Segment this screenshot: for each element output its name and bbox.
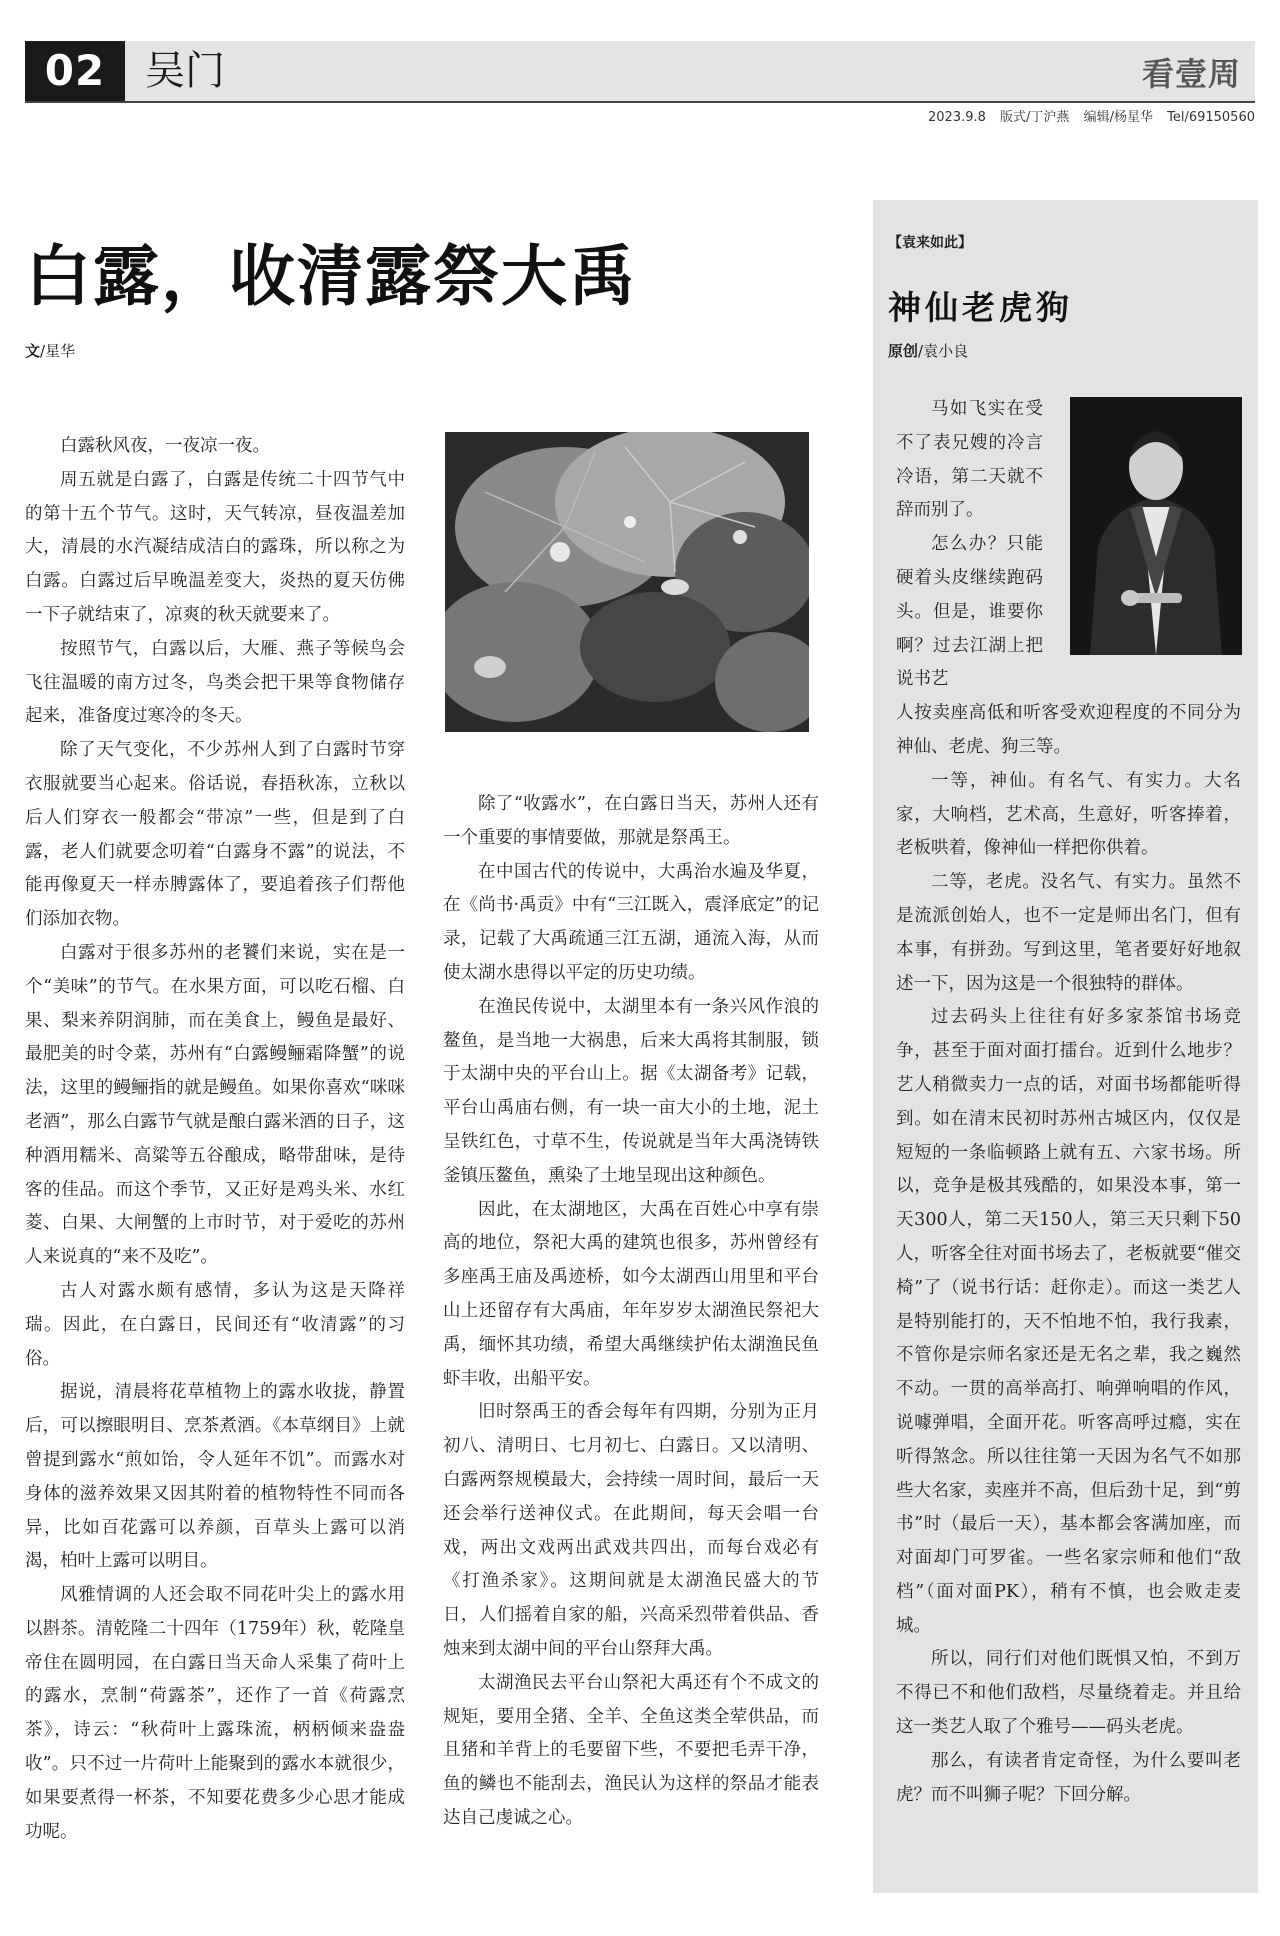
- editor-credit: 编辑/杨星华: [1083, 110, 1153, 125]
- article-paragraph: 太湖渔民去平台山祭祀大禹还有个不成文的规矩，要用全猪、全羊、全鱼这类全荤供品，而且猪和羊背上的毛要留下些，不要把毛弄干净，鱼的鳞也不能刮去，渔民认为这样的祭品才能表达自己虔诚之心。: [443, 1672, 819, 1828]
- page-number: 02: [25, 41, 125, 101]
- article-middle-column: [443, 788, 819, 1836]
- masthead: [25, 41, 1255, 101]
- article-paragraph: 除了天气变化，不少苏州人到了白露时节穿衣服就要当心起来。俗话说，春捂秋冻，立秋以后人们穿衣一般都会“带凉”一些，但是到了白露，老人们就要念叨着“白露身不露”的说法，不能再像夏天一样赤膊露体了，要追着孩子们帮他们添加衣物。: [25, 740, 405, 930]
- article-paragraph: 除了“收露水”，在白露日当天，苏州人还有一个重要的事情要做，那就是祭禹王。: [443, 794, 819, 848]
- author-label: 原创: [888, 342, 919, 360]
- article-paragraph: 周五就是白露了，白露是传统二十四节气中的第十五个节气。这时，天气转凉，昼夜温差加大，清晨的水汽凝结成洁白的露珠，所以称之为白露。白露过后早晚温差变大，炎热的夏天仿佛一下子就结束了，凉爽的秋天就要来了。: [25, 469, 405, 625]
- article-paragraph: 白露对于很多苏州的老饕们来说，实在是一个“美味”的节气。在水果方面，可以吃石榴、白果、梨来养阴润肺，而在美食上，鳗鱼是最好、最肥美的时令菜，苏州有“白露鳗鲡霜降蟹”的说法，这里的鳗鲡指的就是鳗鱼。如果你喜欢“咪咪老酒”，那么白露节气就是酿白露米酒的日子，这种酒用糯米、高粱等五谷酿成，略带甜味，是待客的佳品。而这个季节，又正好是鸡头米、水红菱、白果、大闸蟹的上市时节，对于爱吃的苏州人来说真的“来不及吃”。: [25, 942, 405, 1268]
- author-name: /袁小良: [918, 342, 969, 360]
- article-byline: [25, 340, 75, 361]
- sidebar-paragraph: 怎么办？只能硬着头皮继续跑码头。但是，谁要你啊？过去江湖上把说书艺: [896, 534, 1043, 690]
- article-paragraph: 据说，清晨将花草植物上的露水收拢，静置后，可以擦眼明目、烹茶煮酒。《本草纲目》上就曾提到露水“煎如饴，令人延年不饥”。而露水对身体的滋养效果又因其附着的植物特性不同而各异，比如百花露可以养颜，百草头上露可以消渴，柏叶上露可以明目。: [25, 1382, 405, 1572]
- byline-label: 文: [25, 342, 41, 360]
- section-name: 吴门: [145, 48, 225, 94]
- article-paragraph: 二等，老虎。没名气、有实力。虽然不是流派创始人，也不一定是师出名门，但有本事，有拼劲。写到这里，笔者要好好地叙述一下，因为这是一个很独特的群体。: [896, 872, 1241, 994]
- lotus-photo-image: [445, 432, 809, 732]
- article-paragraph: 所以，同行们对他们既惧又怕，不到万不得已不和他们敌档，尽量绕着走。并且给这一类艺人取了个雅号——码头老虎。: [896, 1649, 1241, 1738]
- article-paragraph: 风雅情调的人还会取不同花叶尖上的露水用以斟茶。清乾隆二十四年（1759年）秋，乾隆皇帝住在圆明园，在白露日当天命人采集了荷叶上的露水，烹制“荷露茶”，还作了一首《荷露烹茶》，诗云：“秋荷叶上露珠流，柄柄倾来盎盎收”。只不过一片荷叶上能聚到的露水本就很少，如果要煮得一杯茶，不知要花费多少心思才能成功呢。: [25, 1585, 405, 1842]
- sidebar-paragraph: 马如飞实在受不了表兄嫂的冷言冷语，第二天就不辞而别了。: [896, 399, 1043, 521]
- sidebar-author: [888, 340, 968, 361]
- column-tag: 【袁来如此】: [888, 235, 972, 251]
- sidebar-column: [873, 200, 1258, 1893]
- lotus-photo: [445, 432, 809, 732]
- sidebar-paragraph: 人按卖座高低和听客受欢迎程度的不同分为神仙、老虎、狗三等。: [896, 703, 1241, 757]
- article-paragraph: 白露秋风夜，一夜凉一夜。: [60, 436, 270, 456]
- article-paragraph: 一等，神仙。有名气、有实力。大名家，大响档，艺术高，生意好，听客捧着，老板哄着，像神仙一样把你供着。: [896, 770, 1241, 859]
- sidebar-text: [896, 393, 1241, 1812]
- article-left-column: [25, 430, 405, 1849]
- article-paragraph: 在渔民传说中，太湖里本有一条兴风作浪的鳌鱼，是当地一大祸患，后来大禹将其制服，锁于太湖中央的平台山上。据《太湖备考》记载，平台山禹庙右侧，有一块一亩大小的土地，泥土呈铁红色，寸草不生，传说就是当年大禹浇铸铁釜镇压鳌鱼，熏染了土地呈现出这种颜色。: [443, 996, 819, 1186]
- masthead-meta: [918, 106, 1255, 125]
- article-paragraph: 旧时祭禹王的香会每年有四期，分别为正月初八、清明日、七月初七、白露日。又以清明、白露两祭规模最大，会持续一周时间，最后一天还会举行送神仪式。在此期间，每天会唱一台戏，两出文戏两出武戏共四出，而每台戏必有《打渔杀家》。这期间就是太湖渔民盛大的节日，人们摇着自家的船，兴高采烈带着供品、香烛来到太湖中间的平台山祭拜大禹。: [443, 1402, 819, 1659]
- article-paragraph: 那么，有读者肯定奇怪，为什么要叫老虎？而不叫狮子呢？下回分解。: [896, 1750, 1241, 1805]
- byline-name: /星华: [40, 342, 76, 360]
- phone-number: Tel/69150560: [1167, 110, 1255, 125]
- masthead-rule: [25, 101, 1255, 103]
- issue-date: 2023.9.8: [928, 110, 986, 125]
- article-paragraph: 在中国古代的传说中，大禹治水遍及华夏，在《尚书·禹贡》中有“三江既入，震泽底定”的记录，记载了大禹疏通三江五湖，通流入海，从而使太湖水患得以平定的历史功绩。: [443, 861, 819, 983]
- sidebar-title: 神仙老虎狗: [888, 288, 1073, 327]
- article-paragraph: 过去码头上往往有好多家茶馆书场竞争，甚至于面对面打擂台。近到什么地步？艺人稍微卖力一点的话，对面书场都能听得到。如在清末民初时苏州古城区内，仅仅是短短的一条临顿路上就有五、六家书场。所以，竞争是极其残酷的，如果没本事，第一天300人，第二天150人，第三天只剩下50人，听客全往对面书场去了，老板就要“催交椅”了（说书行话：赶你走）。而这一类艺人是特别能打的，天不怕地不怕，我行我素，不管你是宗师名家还是无名之辈，我之巍然不动。一贯的高举高打、响弹响唱的作风，说噱弹唱，全面开花。听客高呼过瘾，实在听得煞念。所以往往第一天因为名气不如那些大名家，卖座并不高，但后劲十足，到“剪书”时（最后一天），基本都会客满加座，而对面却门可罗雀。一些名家宗师和他们“敌档”（面对面PK），稍有不慎，也会败走麦城。: [896, 1007, 1241, 1636]
- article-paragraph: 因此，在太湖地区，大禹在百姓心中享有崇高的地位，祭祀大禹的建筑也很多，苏州曾经有多座禹王庙及禹迹桥，如今太湖西山用里和平台山上还留存有大禹庙，年年岁岁太湖渔民祭祀大禹，缅怀其功绩，希望大禹继续护佑太湖渔民鱼虾丰收，出船平安。: [443, 1199, 819, 1389]
- layout-credit: 版式/丁沪燕: [1000, 110, 1070, 125]
- brand-logo: 看壹周: [1141, 55, 1241, 93]
- article-paragraph: 按照节气，白露以后，大雁、燕子等候鸟会飞往温暖的南方过冬，鸟类会把干果等食物储存起来，准备度过寒冷的冬天。: [25, 638, 405, 727]
- article-headline: 白露，收清露祭大禹: [25, 237, 637, 315]
- article-paragraph: 古人对露水颇有感情，多认为这是天降祥瑞。因此，在白露日，民间还有“收清露”的习俗。: [25, 1280, 405, 1369]
